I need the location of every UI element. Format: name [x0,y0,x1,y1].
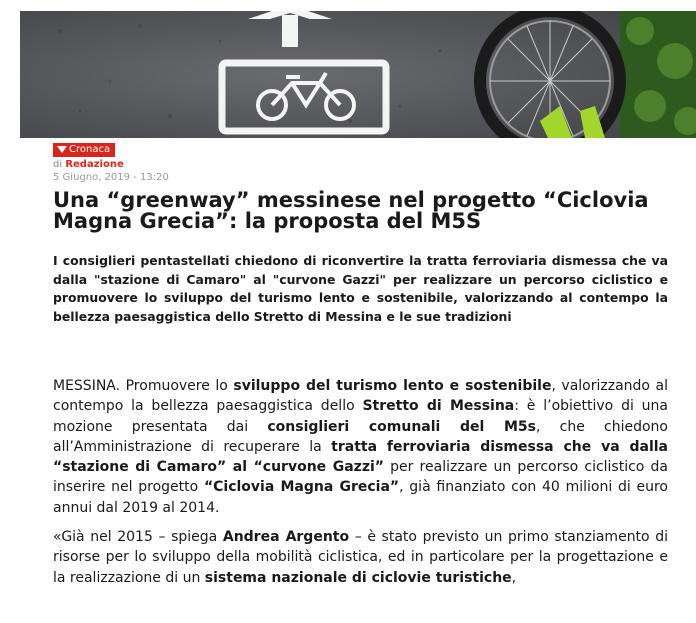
publish-date: 5 Giugno, 2019 - 13:20 [53,172,169,183]
bold-run: tratta ferroviaria dismessa che va dalla “stazione di Camaro” al “curvone Gazzi” [53,438,668,476]
byline [53,159,124,170]
bold-run: consiglieri comunali del M5s [267,418,536,435]
bold-run: “Ciclovia Magna Grecia” [203,479,400,496]
text-run: , già finanziato con 40 milioni di euro annui dal 2019 al 2014. [53,479,668,516]
paragraph-1 [53,376,668,518]
bold-run: Stretto di Messina [362,398,515,415]
byline-prefix: di [53,159,63,170]
text-run: «Già nel 2015 – spiega [53,529,223,546]
category-badge[interactable] [53,143,115,157]
text-run: , valorizzando al contempo la bellezza paesaggistica dello [53,378,668,415]
text-run: per realizzare un percorso ciclistico da inserire nel progetto [53,459,668,496]
paragraph-2 [53,527,668,588]
article-subtitle: I consiglieri pentastellati chiedono di riconvertire la tratta ferroviaria dismessa che va dalla "stazione di Camaro" al "curvone Gazzi" per realizzare un percorso ciclistico e promuovere lo sviluppo del turismo lento e sostenibile, valorizzando al contempo la bellezza paesaggistica dello Stretto di Messina e le sue tradizioni [53,253,668,324]
article-body [53,376,668,588]
bold-run: sistema nazionale di ciclovie turistiche [204,569,512,586]
hero-image [20,11,696,138]
category-label: Cronaca [69,144,111,155]
bold-run: Andrea Argento [222,529,350,546]
bold-run: sviluppo del turismo lento e sostenibile [233,378,552,394]
article-title: Una “greenway” messinese nel progetto “Ciclovia Magna Grecia”: la proposta del M5S [53,188,649,233]
text-run: – è stato previsto un primo stanziamento di risorse per lo sviluppo della mobilità ciclistica, ed in particolare per la progettazione e la realizzazione di un [53,529,669,586]
text-run: : è l’obiettivo di una mozione presentata dai [53,398,668,435]
bike-lane-photo [20,11,696,138]
text-run: , che chiedono all’Amministrazione di recuperare la [53,418,668,455]
text-run: MESSINA. Promuovere lo [53,378,234,394]
author-link[interactable]: Redazione [65,159,124,170]
folder-icon [57,146,67,153]
text-run: , [511,569,517,586]
